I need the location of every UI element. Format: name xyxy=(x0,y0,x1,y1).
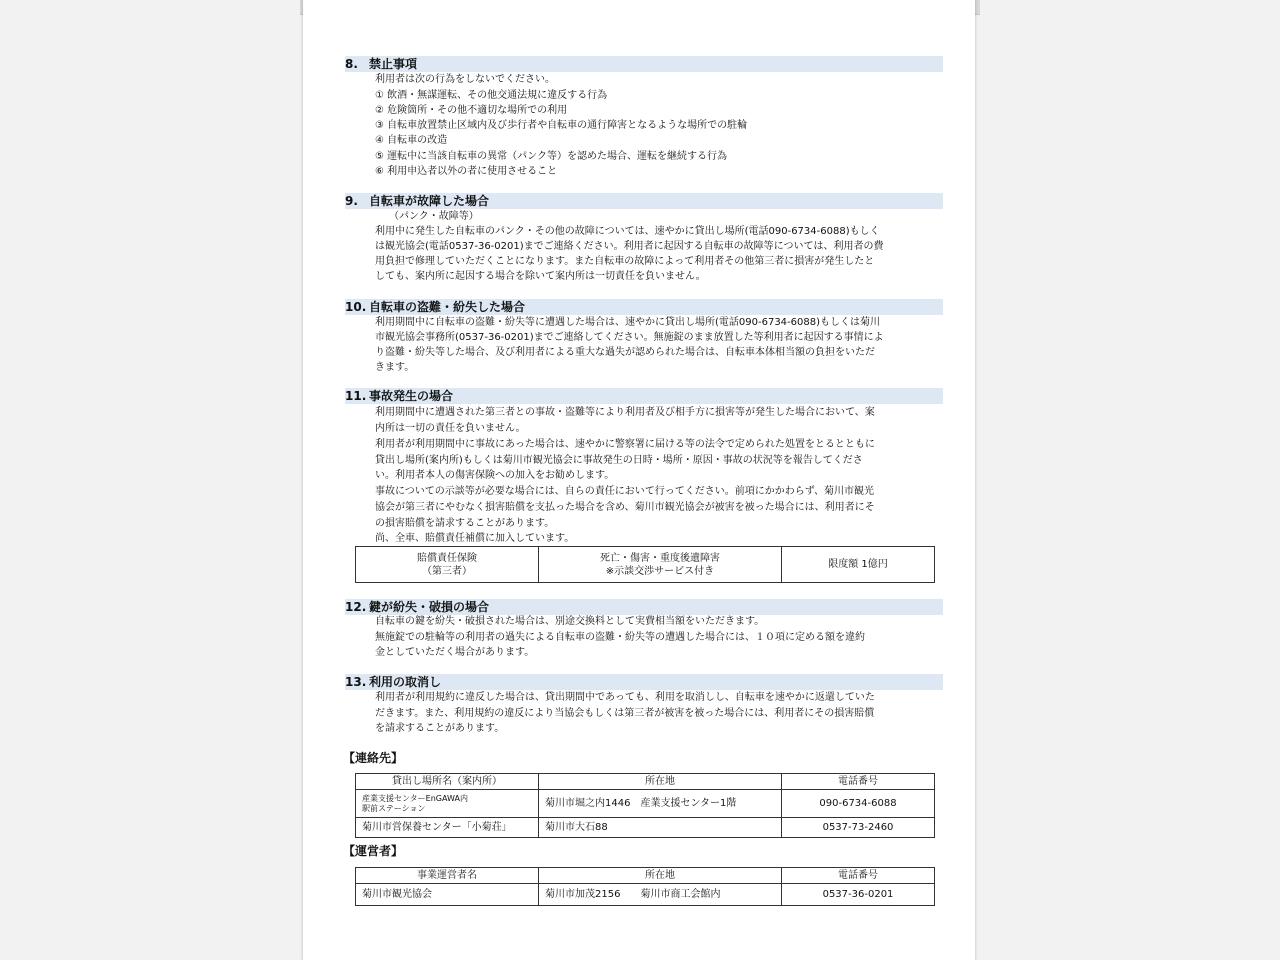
prohibited-item: ② 危険箇所・その他不適切な場所での利用 xyxy=(375,105,568,116)
operator-heading: 【運営者】 xyxy=(343,844,404,858)
prohibited-item: ⑤ 運転中に当該自転車の異常（パンク等）を認めた場合、運転を継続する行為 xyxy=(375,151,727,162)
contacts-header-address: 所在地 xyxy=(539,774,782,790)
operator-header-address: 所在地 xyxy=(539,868,782,884)
operator-table xyxy=(355,867,935,906)
section-title: 自転車の盗難・紛失した場合 xyxy=(369,300,526,314)
section-8-heading xyxy=(345,56,943,72)
prohibited-item: ① 飲酒・無謀運転、その他交通法規に違反する行為 xyxy=(375,90,608,101)
insurance-coverage-cell xyxy=(539,547,782,583)
location-name: 菊川市営保養センター「小菊荘」 xyxy=(356,818,539,838)
section-number: 13. xyxy=(345,675,367,689)
section-title: 自転車が故障した場合 xyxy=(369,194,490,208)
document-page xyxy=(303,0,975,960)
section-title: 禁止事項 xyxy=(369,57,418,71)
table-row xyxy=(356,884,935,906)
paragraph-line: だきます。また、利用規約の違反により当協会もしくは第三者が被害を被った場合には、利用者にその損害賠償 xyxy=(375,708,875,719)
location-address: 菊川市堀之内1446 産業支援センター1階 xyxy=(539,790,782,818)
section-10-heading xyxy=(345,299,943,315)
location-name: 産業支援センターEnGAWA内 xyxy=(362,793,468,803)
paragraph-line: 無施錠での駐輪等の利用者の過失による自転車の盗難・紛失等の遭遇した場合には、１０項に定める額を違約 xyxy=(375,632,865,643)
location-address: 菊川市大石88 xyxy=(539,818,782,838)
operator-name: 菊川市観光協会 xyxy=(356,884,539,906)
section-title: 利用の取消し xyxy=(369,675,442,689)
operator-address: 菊川市加茂2156 菊川市商工会館内 xyxy=(539,884,782,906)
section-number: 9. xyxy=(345,194,358,208)
prohibited-item: ⑥ 利用申込者以外の者に使用させること xyxy=(375,166,558,177)
paragraph-line: 自転車の鍵を紛失・破損された場合は、別途交換料として実費相当額をいただきます。 xyxy=(375,616,765,627)
operator-phone: 0537-36-0201 xyxy=(782,884,935,906)
paragraph-line: 市観光協会事務所(0537-36-0201)までご連絡してください。無施錠のまま放置した等利用者に起因する事情によ xyxy=(375,332,884,343)
paragraph-line: り盗難・紛失等した場合、及び利用者による重大な過失が認められた場合は、自転車本体相当額の負担をいただ xyxy=(375,347,875,358)
table-row xyxy=(356,790,935,818)
section-number: 10. xyxy=(345,300,367,314)
insurance-party: （第三者） xyxy=(422,565,472,577)
section-13-heading xyxy=(345,674,943,690)
location-name-cell xyxy=(356,790,539,818)
paragraph-line: は観光協会(電話0537-36-0201)までご連絡ください。利用者に起因する自転車の故障等については、利用者の費 xyxy=(375,241,884,252)
paragraph-line: い。利用者本人の傷害保険への加入をお勧めします。 xyxy=(375,470,615,481)
section-11-heading xyxy=(345,388,943,404)
contacts-header-phone: 電話番号 xyxy=(782,774,935,790)
paragraph-line: 利用者が利用規約に違反した場合は、貸出期間中であっても、利用を取消しし、自転車を速やかに返還していた xyxy=(375,692,875,703)
paragraph-line: 利用中に発生した自転車のパンク・その他の故障については、速やかに貸出し場所(電話090-6734-6088)もしく xyxy=(375,226,880,237)
section-8-intro: 利用者は次の行為をしないでください。 xyxy=(375,74,555,85)
section-number: 11. xyxy=(345,389,367,403)
paragraph-line: しても、案内所に起因する場合を除いて案内所は一切責任を負いません。 xyxy=(375,271,706,282)
insurance-coverage: 死亡・傷害・重度後遺障害 xyxy=(600,552,720,564)
paragraph-line: の損害賠償を請求することがあります。 xyxy=(375,518,555,529)
operator-header-name: 事業運営者名 xyxy=(356,868,539,884)
insurance-table xyxy=(355,546,935,583)
operator-header-phone: 電話番号 xyxy=(782,868,935,884)
location-phone: 090-6734-6088 xyxy=(782,790,935,818)
location-phone: 0537-73-2460 xyxy=(782,818,935,838)
insurance-limit: 限度額 1億円 xyxy=(782,547,935,583)
paragraph-line: を請求することがあります。 xyxy=(375,723,505,734)
paragraph-line: 尚、全車、賠償責任補償に加入しています。 xyxy=(375,533,575,544)
paragraph-line: 利用者が利用期間中に事故にあった場合は、速やかに警察署に届ける等の法令で定められた処置をとるとともに xyxy=(375,439,875,450)
paragraph-line: 内所は一切の責任を負いません。 xyxy=(375,423,526,434)
section-title: 鍵が紛失・破損の場合 xyxy=(369,600,490,614)
prohibited-item: ③ 自転車放置禁止区域内及び歩行者や自転車の通行障害となるような場所での駐輪 xyxy=(375,120,748,131)
section-number: 12. xyxy=(345,600,367,614)
location-subname: 駅前ステーション xyxy=(362,803,426,813)
section-12-heading xyxy=(345,599,943,615)
section-title: 事故発生の場合 xyxy=(369,389,454,403)
section-9-heading xyxy=(345,193,943,209)
paragraph-line: 利用期間中に遭遇された第三者との事故・盗難等により利用者及び相手方に損害等が発生した場合において、案 xyxy=(375,407,875,418)
contacts-header-name: 貸出し場所名（案内所） xyxy=(356,774,539,790)
contacts-heading: 【連絡先】 xyxy=(343,751,404,765)
paragraph-line: 協会が第三者にやむなく損害賠償を支払った場合を含め、菊川市観光協会が被害を被った場合には、利用者にそ xyxy=(375,502,875,513)
paragraph-line: 用負担で修理していただくことになります。また自転車の故障によって利用者その他第三者に損害が発生したと xyxy=(375,256,875,267)
insurance-service: ※示談交渉サービス付き xyxy=(605,565,715,577)
paragraph-line: 事故についての示談等が必要な場合には、自らの責任において行ってください。前項にかかわらず、菊川市観光 xyxy=(375,486,874,497)
prohibited-item: ④ 自転車の改造 xyxy=(375,135,448,146)
insurance-name-cell xyxy=(356,547,539,583)
paragraph-line: きます。 xyxy=(375,362,415,373)
paragraph-line: 貸出し場所(案内所)もしくは菊川市観光協会に事故発生の日時・場所・原因・事故の状況等を報告してくださ xyxy=(375,455,863,466)
section-9-subtitle: （パンク・故障等） xyxy=(389,211,479,222)
contacts-table xyxy=(355,773,935,838)
paragraph-line: 利用期間中に自転車の盗難・紛失等に遭遇した場合は、速やかに貸出し場所(電話090-6734-6088)もしくは菊川 xyxy=(375,317,881,328)
section-number: 8. xyxy=(345,57,358,71)
insurance-name: 賠償責任保険 xyxy=(417,552,477,564)
table-row xyxy=(356,818,935,838)
paragraph-line: 金としていただく場合があります。 xyxy=(375,647,535,658)
